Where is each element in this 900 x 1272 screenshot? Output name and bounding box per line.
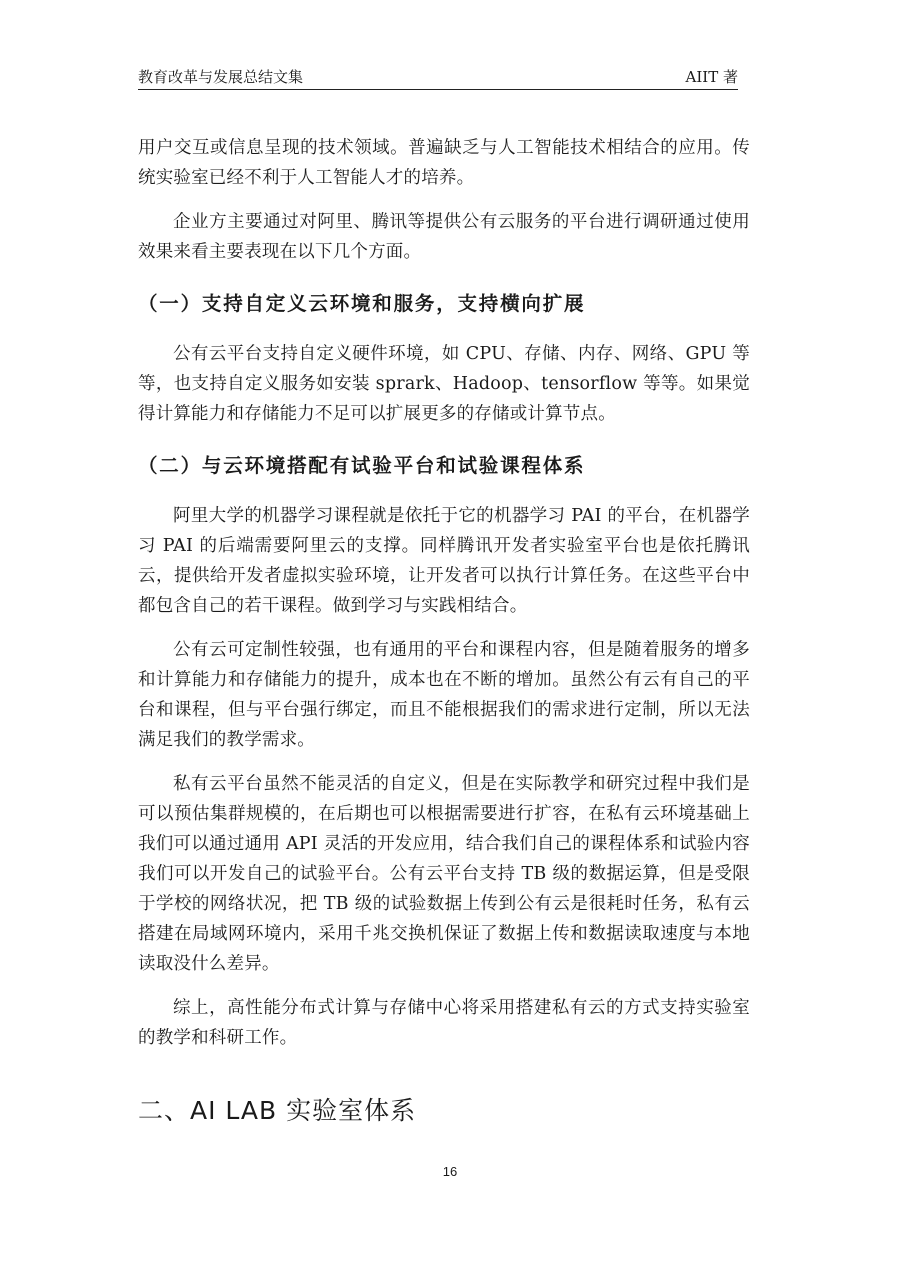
paragraph-conclusion: 综上，高性能分布式计算与存储中心将采用搭建私有云的方式支持实验室的教学和科研工作。 (138, 998, 750, 1048)
paragraph-intro: 企业方主要通过对阿里、腾讯等提供公有云服务的平台进行调研通过使用效果来看主要表现在以下几个方面。 (138, 212, 750, 262)
header-author: AIIT 著 (685, 68, 738, 86)
paragraph-private-cloud: 私有云平台虽然不能灵活的自定义，但是在实际教学和研究过程中我们是可以预估集群规模的，在后期也可以根据需要进行扩容，在私有云环境基础上我们可以通过通用 API 灵活的开发应用，结合我们自己的课程体系和试验内容我们可以开发自己的试验平台。公有云平台支持 TB 级的数据运算，但是受限于学校的网络状况，把 TB 级的试验数据上传到公有云是很耗时任务，私有云搭建在局域网环境内，采用千兆交换机保证了数据上传和数据读取速度与本地读取没什么差异。 (138, 774, 750, 974)
running-header (138, 66, 738, 88)
paragraph-public-cloud: 公有云可定制性较强，也有通用的平台和课程内容，但是随着服务的增多和计算能力和存储能力的提升，成本也在不断的增加。虽然公有云有自己的平台和课程，但与平台强行绑定，而且不能根据我们的需求进行定制，所以无法满足我们的教学需求。 (138, 640, 750, 750)
body-text (138, 133, 750, 1053)
header-book-title: 教育改革与发展总结文集 (138, 68, 304, 86)
paragraph-ali-tencent: 阿里大学的机器学习课程就是依托于它的机器学习 PAI 的平台，在机器学习 PAI 的后端需要阿里云的支撑。同样腾讯开发者实验室平台也是依托腾讯云，提供给开发者虚拟实验环境，让开发者可以执行计算任务。在这些平台中都包含自己的若干课程。做到学习与实践相结合。 (138, 506, 750, 616)
section-heading: 二、AI LAB 实验室体系 (138, 1096, 417, 1125)
page-number: 16 (442, 1164, 458, 1179)
paragraph-custom-env: 公有云平台支持自定义硬件环境，如 CPU、存储、内存、网络、GPU 等等，也支持自定义服务如安装 sprark、Hadoop、tensorflow 等等。如果觉得计算能力和存储能力不足可以扩展更多的存储或计算节点。 (138, 344, 750, 424)
subheading-custom-cloud: （一）支持自定义云环境和服务，支持横向扩展 (138, 292, 586, 315)
paragraph-continued: 用户交互或信息呈现的技术领域。普遍缺乏与人工智能技术相结合的应用。传统实验室已经不利于人工智能人才的培养。 (138, 138, 750, 188)
header-rule (138, 89, 738, 90)
subheading-lab-platform: （二）与云环境搭配有试验平台和试验课程体系 (138, 454, 586, 477)
